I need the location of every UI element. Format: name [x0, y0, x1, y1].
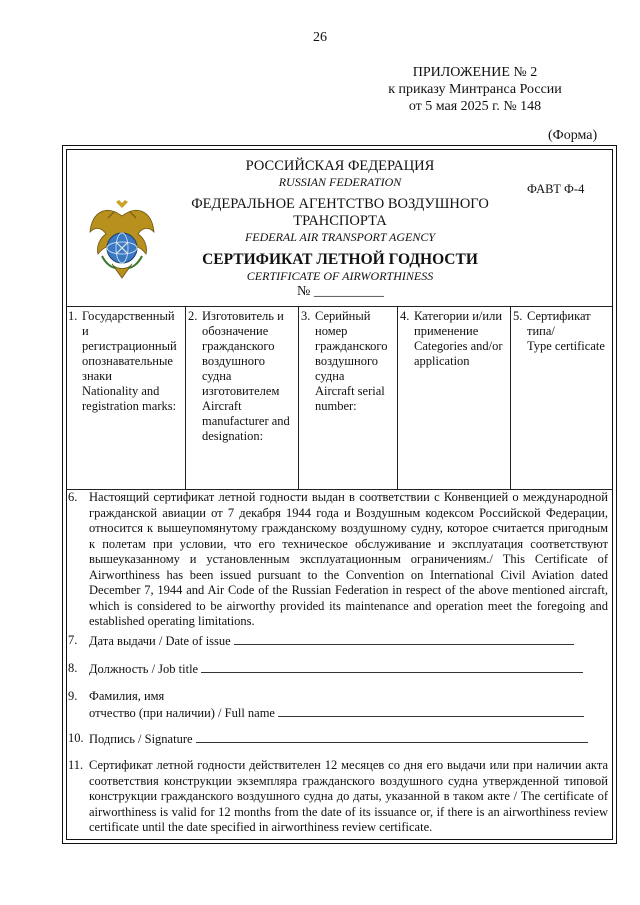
agency-ru-line1: ФЕДЕРАЛЬНОЕ АГЕНТСТВО ВОЗДУШНОГО — [191, 196, 489, 212]
appendix-title: ПРИЛОЖЕНИЕ № 2 — [412, 65, 538, 80]
column-text: Государственный и регистрационный опознавательные знаки Nationality and registration marks: — [82, 309, 177, 413]
country-ru: РОССИЙСКАЯ ФЕДЕРАЦИЯ — [245, 158, 435, 174]
certificate-title-ru: СЕРТИФИКАТ ЛЕТНОЙ ГОДНОСТИ — [202, 251, 478, 268]
column-serial-number: 3. Серийный номер гражданского воздушного судна Aircraft serial number: — [299, 307, 398, 490]
appendix-date: от 5 мая 2025 г. № 148 — [408, 99, 542, 114]
job-title-line[interactable] — [201, 661, 583, 673]
item-6-statement: 6. Настоящий сертификат летной годности выдан в соответствии с Конвенцией о международной гражданской авиации от 7 декабря 1944 года и Воздушным кодексом Российской Федерации, относится к вышеупомянутому гражданскому воздушному судну, которое считается пригодным к полетам при условии, что его техническое обслуживание и эксплуатация соответствуют вышеуказанному и установленным эксплуатационным ограничениям./ This Certificate of Airworthiness has been issued pursuant to the Convention on International Civil Aviation dated December 7, 1944 and Air Code of the Russian Federation in respect of the above mentioned aircraft, which is considered to be airworthy provided its maintenance and operation meet the foregoing and established operating limitations. — [68, 490, 608, 628]
page-number: 26 — [313, 30, 327, 45]
column-manufacturer: 2. Изготовитель и обозначение гражданского воздушного судна изготовителем Aircraft manufacturer and designation: — [186, 307, 299, 490]
item-10-signature: 10. Подпись / Signature — [66, 731, 612, 748]
form-label: (Форма) — [548, 128, 598, 143]
agency-en: FEDERAL AIR TRANSPORT AGENCY — [244, 230, 436, 244]
item-8-job-title: 8. Должность / Job title — [66, 661, 612, 678]
appendix-order: к приказу Минтранса России — [388, 82, 562, 97]
aircraft-info-table — [66, 306, 612, 490]
item-9-full-name: 9. Фамилия, имя отчество (при наличии) / Full name — [66, 689, 612, 721]
column-categories: 4. Категории и/или применение Categories and/or application — [398, 307, 511, 490]
column-type-certificate: 5. Сертификат типа/ Type certificate — [511, 307, 613, 490]
country-en: RUSSIAN FEDERATION — [278, 175, 402, 189]
date-of-issue-line[interactable] — [234, 633, 574, 645]
certificate-title-en: CERTIFICATE OF AIRWORTHINESS — [246, 269, 434, 283]
signature-line[interactable] — [196, 731, 588, 743]
coat-of-arms-emblem — [86, 198, 158, 282]
agency-ru-line2: ТРАНСПОРТА — [293, 213, 387, 229]
column-nationality: 1. Государственный и регистрационный опознавательные знаки Nationality and registration marks: — [66, 307, 186, 490]
full-name-line[interactable] — [278, 705, 584, 717]
item-7-date-of-issue: 7. Дата выдачи / Date of issue — [66, 633, 612, 650]
certificate-number: № __________ — [297, 284, 384, 299]
form-code: ФАВТ Ф-4 — [527, 182, 585, 196]
item-11-validity: 11. Сертификат летной годности действителен 12 месяцев со дня его выдачи или при наличии акта соответствия конструкции экземпляра гражданского воздушного судна утвержденной типовой конструкции гражданского воздушного судна до даты, указанной в таком акте / The certificate of airworthiness is valid for 12 months from the date of its issuance or, if there is an airworthiness review certificate until the date specified in airworthiness review certificate. — [68, 758, 608, 834]
